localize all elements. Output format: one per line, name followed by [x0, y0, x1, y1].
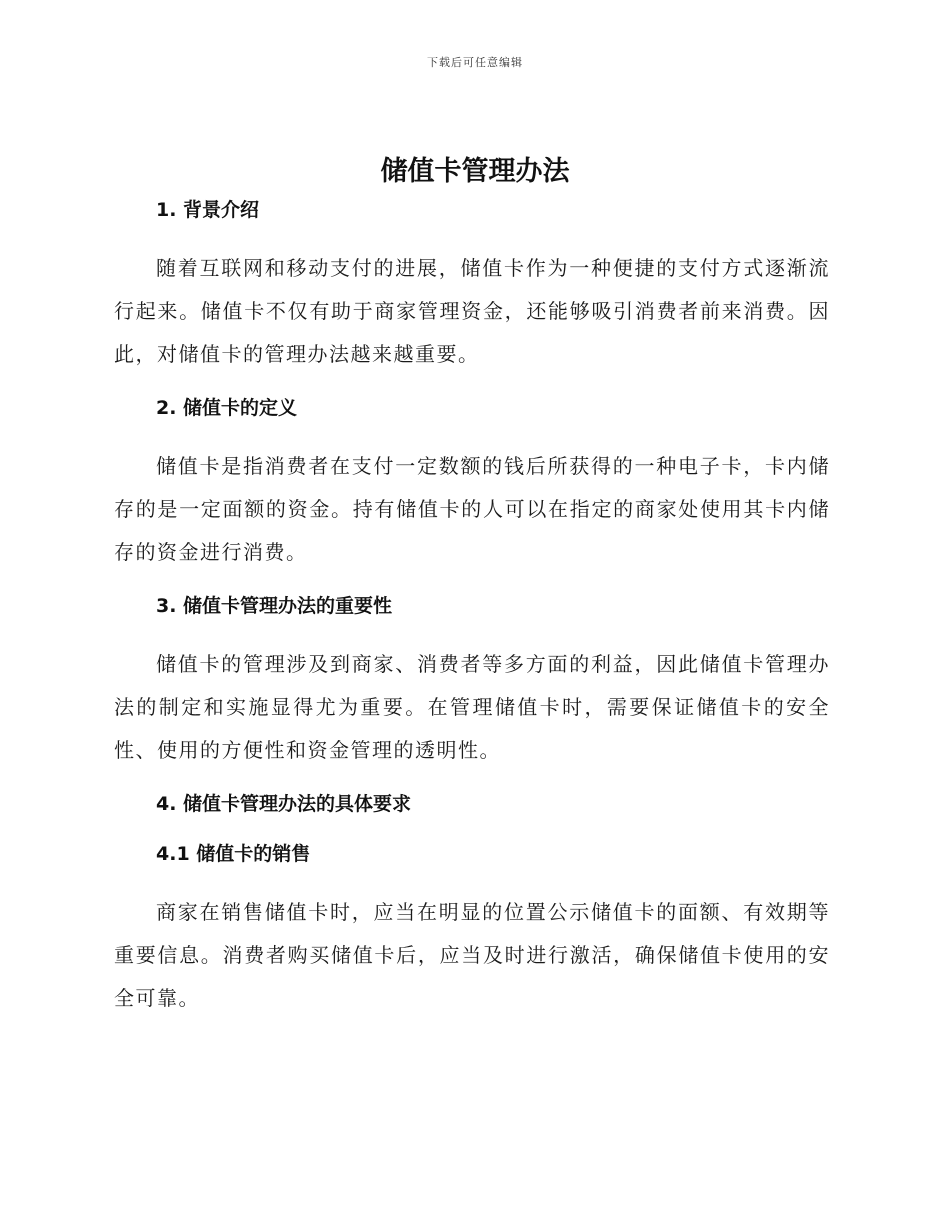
section-paragraph: 随着互联网和移动支付的进展，储值卡作为一种便捷的支付方式逐渐流行起来。储值卡不仅有助于商家管理资金，还能够吸引消费者前来消费。因此，对储值卡的管理办法越来越重要。 [114, 256, 830, 366]
section-heading: 3. 储值卡管理办法的重要性 [156, 595, 393, 617]
section-definition [114, 393, 830, 574]
section-paragraph: 储值卡是指消费者在支付一定数额的钱后所获得的一种电子卡，卡内储存的是一定面额的资金。持有储值卡的人可以在指定的商家处使用其卡内储存的资金进行消费。 [114, 454, 830, 564]
section-importance [114, 591, 830, 772]
section-requirements [114, 789, 830, 1020]
section-heading: 4. 储值卡管理办法的具体要求 [156, 793, 412, 815]
section-paragraph: 储值卡的管理涉及到商家、消费者等多方面的利益，因此储值卡管理办法的制定和实施显得尤为重要。在管理储值卡时，需要保证储值卡的安全性、使用的方便性和资金管理的透明性。 [114, 652, 830, 762]
document-title: 储值卡管理办法 [380, 156, 570, 187]
subsection-paragraph: 商家在销售储值卡时，应当在明显的位置公示储值卡的面额、有效期等重要信息。消费者购买储值卡后，应当及时进行激活，确保储值卡使用的安全可靠。 [114, 900, 830, 1010]
section-background [114, 195, 830, 376]
document-body [114, 195, 830, 1020]
subsection-heading: 4.1 储值卡的销售 [156, 843, 311, 865]
section-heading: 1. 背景介绍 [156, 199, 260, 221]
section-heading: 2. 储值卡的定义 [156, 397, 298, 419]
page-header-note: 下载后可任意编辑 [427, 56, 523, 69]
